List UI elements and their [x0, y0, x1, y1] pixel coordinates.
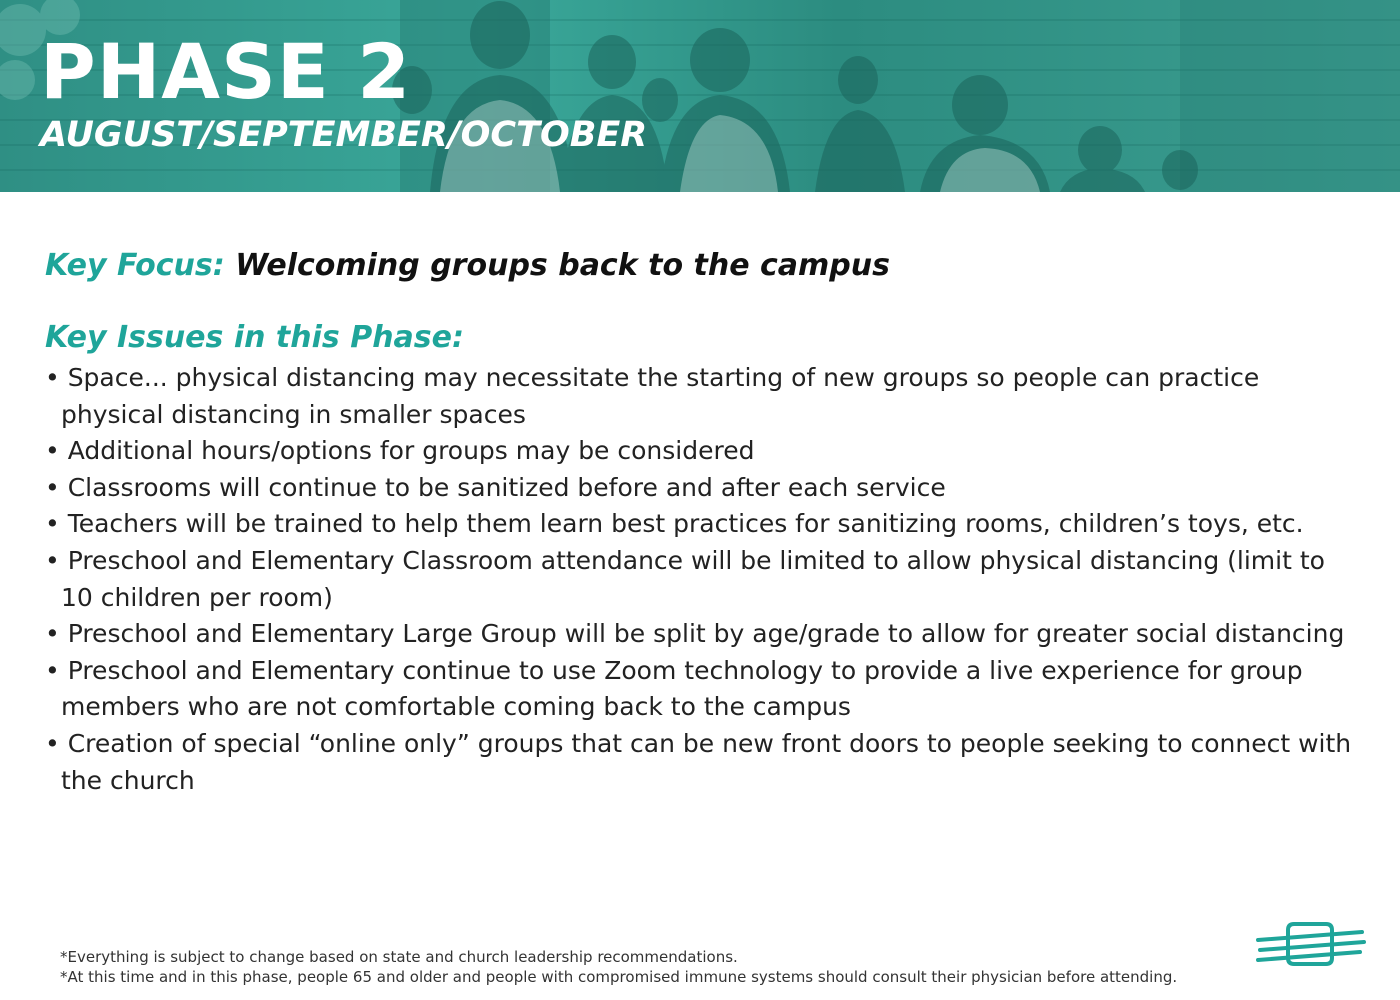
issue-item: • Teachers will be trained to help them learn best practices for sanitizing rooms, children’s toys, etc.: [45, 509, 1304, 539]
header-banner: [0, 0, 1400, 192]
issue-item: • Preschool and Elementary continue to use Zoom technology to provide a live experience for group members who are not comfortable coming back to the campus: [45, 655, 1303, 722]
church-logo-icon: [1256, 918, 1366, 970]
issue-item: • Classrooms will continue to be sanitized before and after each service: [45, 472, 946, 502]
footnotes: [60, 947, 1250, 987]
key-focus-label: Key Focus:: [45, 248, 225, 283]
issue-item: • Space... physical distancing may necessitate the starting of new groups so people can practice physical distancing in smaller spaces: [45, 363, 1260, 429]
footnote: *At this time and in this phase, people 65 and older and people with compromised immune systems should consult their physician before attending.: [60, 968, 1178, 986]
phase-months: AUGUST/SEPTEMBER/OCTOBER: [40, 115, 648, 155]
key-focus-text: Welcoming groups back to the campus: [235, 248, 890, 283]
phase-title: PHASE 2: [40, 27, 412, 116]
issue-item: • Preschool and Elementary Classroom attendance will be limited to allow physical distancing (limit to 10 children per room): [45, 545, 1325, 612]
key-issues-heading: Key Issues in this Phase:: [45, 320, 464, 355]
footnote: *Everything is subject to change based on state and church leadership recommendations.: [60, 948, 738, 966]
issue-item: • Creation of special “online only” groups that can be new front doors to people seeking to connect with the church: [45, 728, 1352, 795]
issue-item: • Preschool and Elementary Large Group will be split by age/grade to allow for greater social distancing: [45, 619, 1345, 649]
key-focus: [45, 248, 890, 284]
issue-item: • Additional hours/options for groups may be considered: [45, 436, 755, 466]
key-issues-list: [45, 360, 1355, 799]
